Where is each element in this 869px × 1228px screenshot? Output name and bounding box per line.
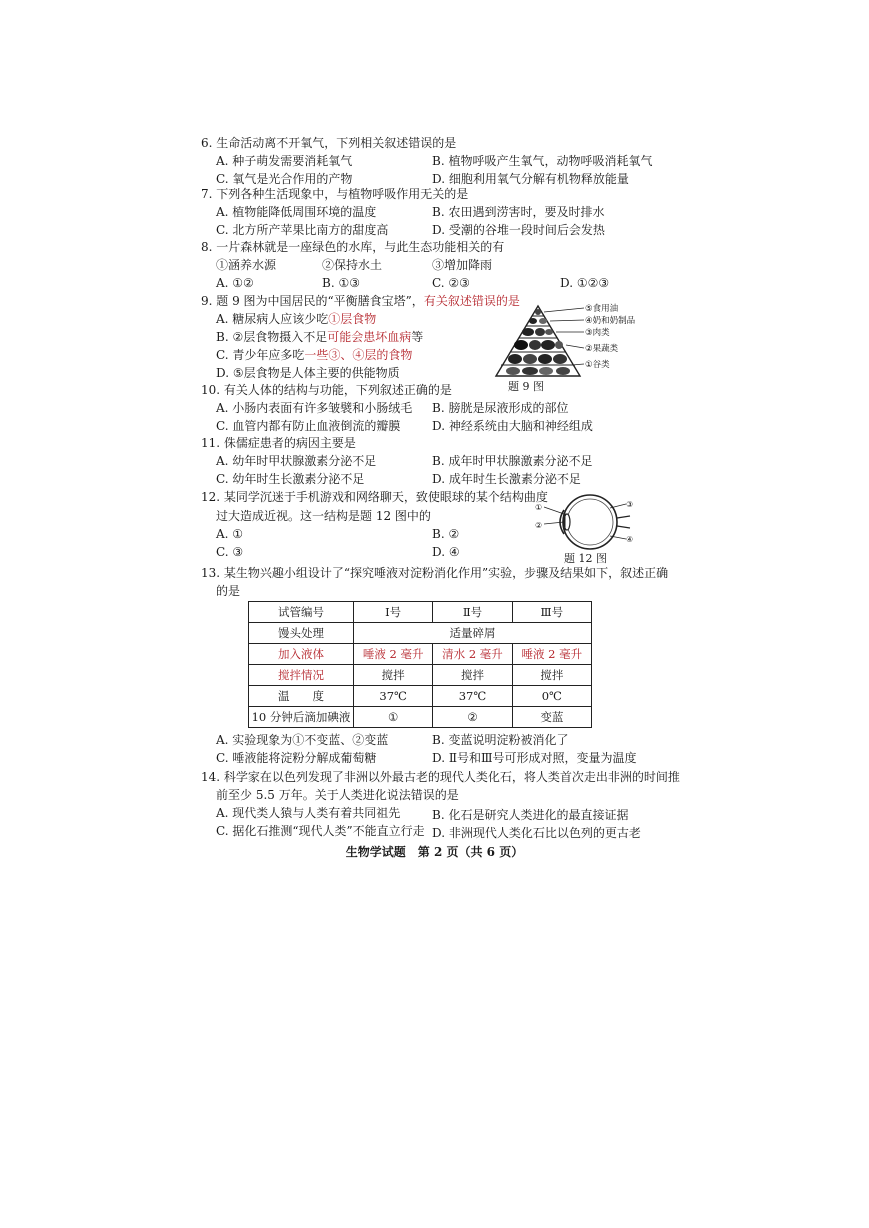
- q14-stem-line2: 前至少 5.5 万年。关于人类进化说法错误的是: [216, 788, 459, 802]
- table-cell: 加入液体: [249, 644, 354, 665]
- experiment-table: [248, 601, 592, 728]
- q14-stem-line1: 14. 科学家在以色列发现了非洲以外最古老的现代人类化石，将人类首次走出非洲的时间推: [201, 770, 680, 784]
- q9-option-d: D. ⑤层食物是人体主要的供能物质: [216, 366, 400, 380]
- q10-stem: 10. 有关人体的结构与功能，下列叙述正确的是: [201, 383, 452, 397]
- table-cell: 搅拌: [512, 665, 591, 686]
- q11-option-d: D. 成年时生长激素分泌不足: [432, 472, 581, 486]
- table-cell: ②: [433, 707, 512, 728]
- food-pyramid-figure: [488, 302, 636, 382]
- q13-option-a: A. 实验现象为①不变蓝、②变蓝: [216, 733, 389, 747]
- q13-option-c: C. 唾液能将淀粉分解成葡萄糖: [216, 751, 377, 765]
- q14-option-d: D. 非洲现代人类化石比以色列的更古老: [432, 826, 641, 840]
- table-cell: 唾液 2 毫升: [354, 644, 433, 665]
- q9-option-b-text: B. ②层食物摄入不足: [216, 330, 328, 344]
- q10-option-b: B. 膀胱是尿液形成的部位: [432, 401, 569, 415]
- table-row: [249, 623, 592, 644]
- q12-option-b: B. ②: [432, 527, 460, 541]
- table-cell: 0℃: [512, 686, 591, 707]
- q8-option-b: B. ①③: [322, 276, 360, 290]
- table-cell: 清水 2 毫升: [433, 644, 512, 665]
- q9-option-b-suffix: 等: [411, 330, 424, 344]
- table-cell: 馒头处理: [249, 623, 354, 644]
- q9-option-a-handwritten: ①层食物: [328, 312, 377, 326]
- q7-stem: 7. 下列各种生活现象中，与植物呼吸作用无关的是: [201, 187, 469, 201]
- q11-option-a: A. 幼年时甲状腺激素分泌不足: [216, 454, 377, 468]
- table-header-cell: Ⅰ号: [354, 602, 433, 623]
- figure-12-caption: 题 12 图: [564, 552, 607, 565]
- table-cell: 温 度: [249, 686, 354, 707]
- q7-option-b: B. 农田遇到涝害时，要及时排水: [432, 205, 605, 219]
- q12-option-c: C. ③: [216, 545, 244, 559]
- q6-option-c: C. 氧气是光合作用的产物: [216, 172, 353, 186]
- q7-option-c: C. 北方所产苹果比南方的甜度高: [216, 223, 389, 237]
- table-cell: 37℃: [354, 686, 433, 707]
- pyramid-label-4: ④奶和奶制品: [585, 316, 636, 326]
- table-cell: 适量碎屑: [354, 623, 592, 644]
- q10-option-c: C. 血管内都有防止血液倒流的瓣膜: [216, 419, 401, 433]
- q8-item-2: ②保持水土: [322, 258, 383, 272]
- q9-option-b: [216, 330, 423, 345]
- q9-stem: [201, 294, 520, 309]
- q12-stem-line2: 过大造成近视。这一结构是题 12 图中的: [216, 509, 431, 523]
- q12-option-d: D. ④: [432, 545, 460, 559]
- eye-label-2: ②: [535, 521, 543, 530]
- q8-item-1: ①涵养水源: [216, 258, 277, 272]
- table-header-cell: 试管编号: [249, 602, 354, 623]
- q8-option-a: A. ①②: [216, 276, 254, 290]
- q14-option-c: C. 据化石推测“现代人类”不能直立行走: [216, 824, 425, 838]
- q8-option-c: C. ②③: [432, 276, 470, 290]
- table-cell: 唾液 2 毫升: [512, 644, 591, 665]
- q10-option-a: A. 小肠内表面有许多皱襞和小肠绒毛: [216, 401, 413, 415]
- q9-option-c-text: C. 青少年应多吃: [216, 348, 305, 362]
- q9-option-b-handwritten: 可能会患坏血病: [327, 330, 412, 344]
- table-cell: 10 分钟后滴加碘液: [249, 707, 354, 728]
- pyramid-label-5: ⑤食用油: [585, 304, 619, 314]
- pyramid-label-1: ①谷类: [585, 360, 610, 370]
- q11-stem: 11. 侏儒症患者的病因主要是: [201, 436, 356, 450]
- pyramid-label-3: ③肉类: [585, 328, 610, 338]
- q8-item-3: ③增加降雨: [432, 258, 493, 272]
- figure-9-caption: 题 9 图: [508, 380, 544, 393]
- q12-stem-line1: 12. 某同学沉迷于手机游戏和网络聊天，致使眼球的某个结构曲度: [201, 490, 548, 504]
- q9-option-c: [216, 348, 412, 363]
- q9-stem-text: 9. 题 9 图为中国居民的“平衡膳食宝塔”，: [201, 294, 424, 308]
- q11-option-b: B. 成年时甲状腺激素分泌不足: [432, 454, 593, 468]
- eyeball-figure: [534, 490, 636, 554]
- q13-option-d: D. Ⅱ号和Ⅲ号可形成对照，变量为温度: [432, 751, 637, 765]
- table-header-cell: Ⅱ号: [433, 602, 512, 623]
- eye-label-3: ③: [626, 500, 634, 509]
- q9-option-a-text: A. 糖尿病人应该少吃: [216, 312, 329, 326]
- table-cell: 变蓝: [512, 707, 591, 728]
- q14-option-b: B. 化石是研究人类进化的最直接证据: [432, 808, 629, 822]
- q6-option-a: A. 种子萌发需要消耗氧气: [216, 154, 353, 168]
- table-row: [249, 665, 592, 686]
- eye-label-4: ④: [626, 535, 634, 544]
- table-cell: 37℃: [433, 686, 512, 707]
- table-row: [249, 686, 592, 707]
- pyramid-label-2: ②果蔬类: [585, 344, 619, 354]
- q13-stem-line2: 的是: [216, 584, 241, 598]
- q13-stem-line1: 13. 某生物兴趣小组设计了“探究唾液对淀粉消化作用”实验，步骤及结果如下，叙述正确: [201, 566, 669, 580]
- table-row: [249, 707, 592, 728]
- q8-option-d: D. ①②③: [560, 276, 610, 290]
- table-cell: 搅拌: [354, 665, 433, 686]
- q13-option-b: B. 变蓝说明淀粉被消化了: [432, 733, 569, 747]
- q14-option-a: A. 现代类人猿与人类有着共同祖先: [216, 806, 401, 820]
- q12-option-a: A. ①: [216, 527, 244, 541]
- table-cell: ①: [354, 707, 433, 728]
- table-cell: 搅拌: [433, 665, 512, 686]
- q6-option-d: D. 细胞利用氧气分解有机物释放能量: [432, 172, 629, 186]
- q11-option-c: C. 幼年时生长激素分泌不足: [216, 472, 365, 486]
- table-row: [249, 644, 592, 665]
- q9-stem-handwritten: 有关叙述错误的是: [423, 294, 520, 308]
- table-row: [249, 602, 592, 623]
- q9-option-a: [216, 312, 376, 327]
- page-footer: 生物学试题 第 2 页（共 6 页）: [345, 845, 524, 859]
- table-cell: 搅拌情况: [249, 665, 354, 686]
- q10-option-d: D. 神经系统由大脑和神经组成: [432, 419, 593, 433]
- q6-option-b: B. 植物呼吸产生氧气，动物呼吸消耗氧气: [432, 154, 653, 168]
- q9-option-c-handwritten: 一些③、④层的食物: [304, 348, 413, 362]
- table-header-cell: Ⅲ号: [512, 602, 591, 623]
- q8-stem: 8. 一片森林就是一座绿色的水库，与此生态功能相关的有: [201, 240, 505, 254]
- eye-label-1: ①: [535, 503, 543, 512]
- q7-option-d: D. 受潮的谷堆一段时间后会发热: [432, 223, 605, 237]
- q6-stem: 6. 生命活动离不开氧气，下列相关叙述错误的是: [201, 136, 457, 150]
- q7-option-a: A. 植物能降低周围环境的温度: [216, 205, 377, 219]
